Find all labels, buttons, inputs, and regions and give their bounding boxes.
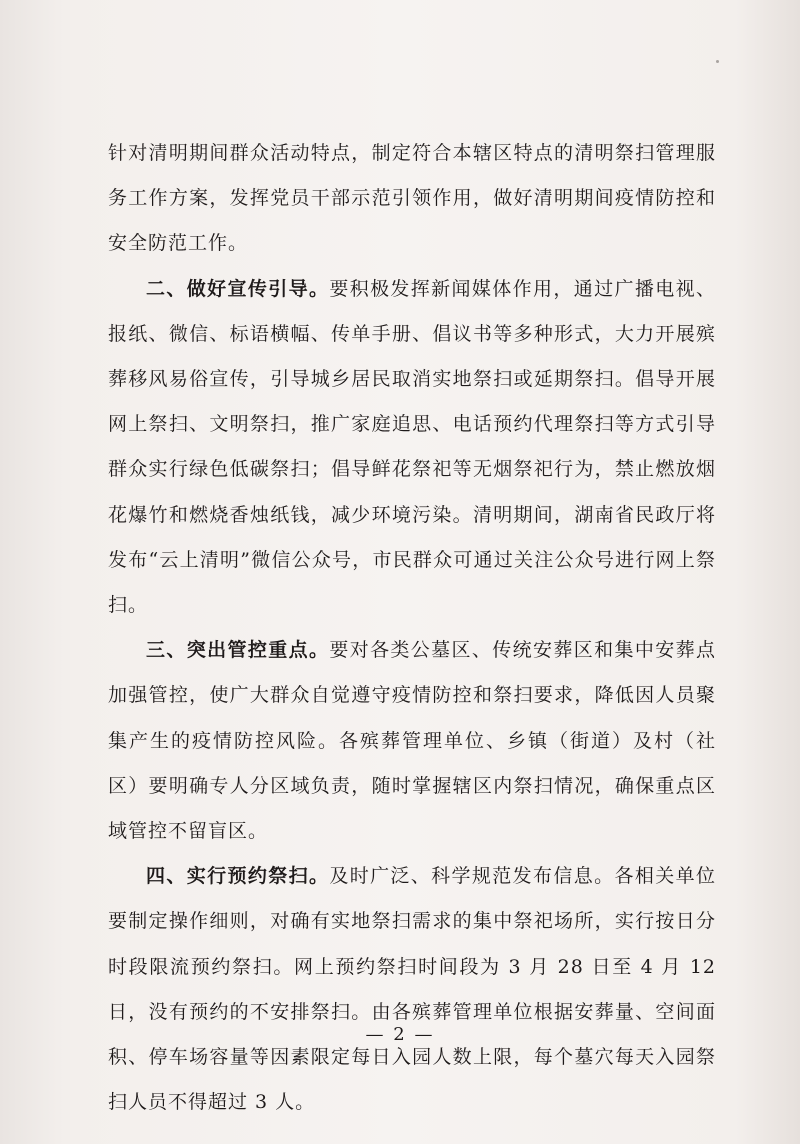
paragraph-continuation: 针对清明期间群众活动特点，制定符合本辖区特点的清明祭扫管理服务工作方案，发挥党员干部示范引领作用，做好清明期间疫情防控和安全防范工作。 [108,142,716,255]
section-publicity [108,267,716,629]
page-number: — 2 — [365,1024,435,1045]
section-heading-control: 三、突出管控重点。 [146,639,330,662]
document-body [108,131,716,1125]
section-heading-reservation: 四、实行预约祭扫。 [146,865,330,888]
section-control [108,628,716,854]
section-heading-publicity: 二、做好宣传引导。 [146,277,330,300]
section-body-publicity: 要积极发挥新闻媒体作用，通过广播电视、报纸、微信、标语横幅、传单手册、倡议书等多种形式，大力开展殡葬移风易俗宣传，引导城乡居民取消实地祭扫或延期祭扫。倡导开展网上祭扫、文明祭扫，推广家庭追思、电话预约代理祭扫等方式引导群众实行绿色低碳祭扫；倡导鲜花祭祀等无烟祭祀行为，禁止燃放烟花爆竹和燃烧香烛纸钱，减少环境污染。清明期间，湖南省民政厅将发布“云上清明”微信公众号，市民群众可通过关注公众号进行网上祭扫。 [108,277,716,617]
section-reservation [108,854,716,1125]
section-body-control: 要对各类公墓区、传统安葬区和集中安葬点加强管控，使广大群众自觉遵守疫情防控和祭扫要求，降低因人员聚集产生的疫情防控风险。各殡葬管理单位、乡镇（街道）及村（社区）要明确专人分区域负责，随时掌握辖区内祭扫情况，确保重点区域管控不留盲区。 [108,639,716,843]
section-body-reservation: 及时广泛、科学规范发布信息。各相关单位要制定操作细则，对确有实地祭扫需求的集中祭祀场所，实行按日分时段限流预约祭扫。网上预约祭扫时间段为 3 月 28 日至 4 月 12 日，没有预约的不安排祭扫。由各殡葬管理单位根据安葬量、空间面积、停车场容量等因素限定每日入园人数上限，每个墓穴每天入园祭扫人员不得超过 3 人。 [108,865,716,1114]
scan-speck [716,60,719,63]
